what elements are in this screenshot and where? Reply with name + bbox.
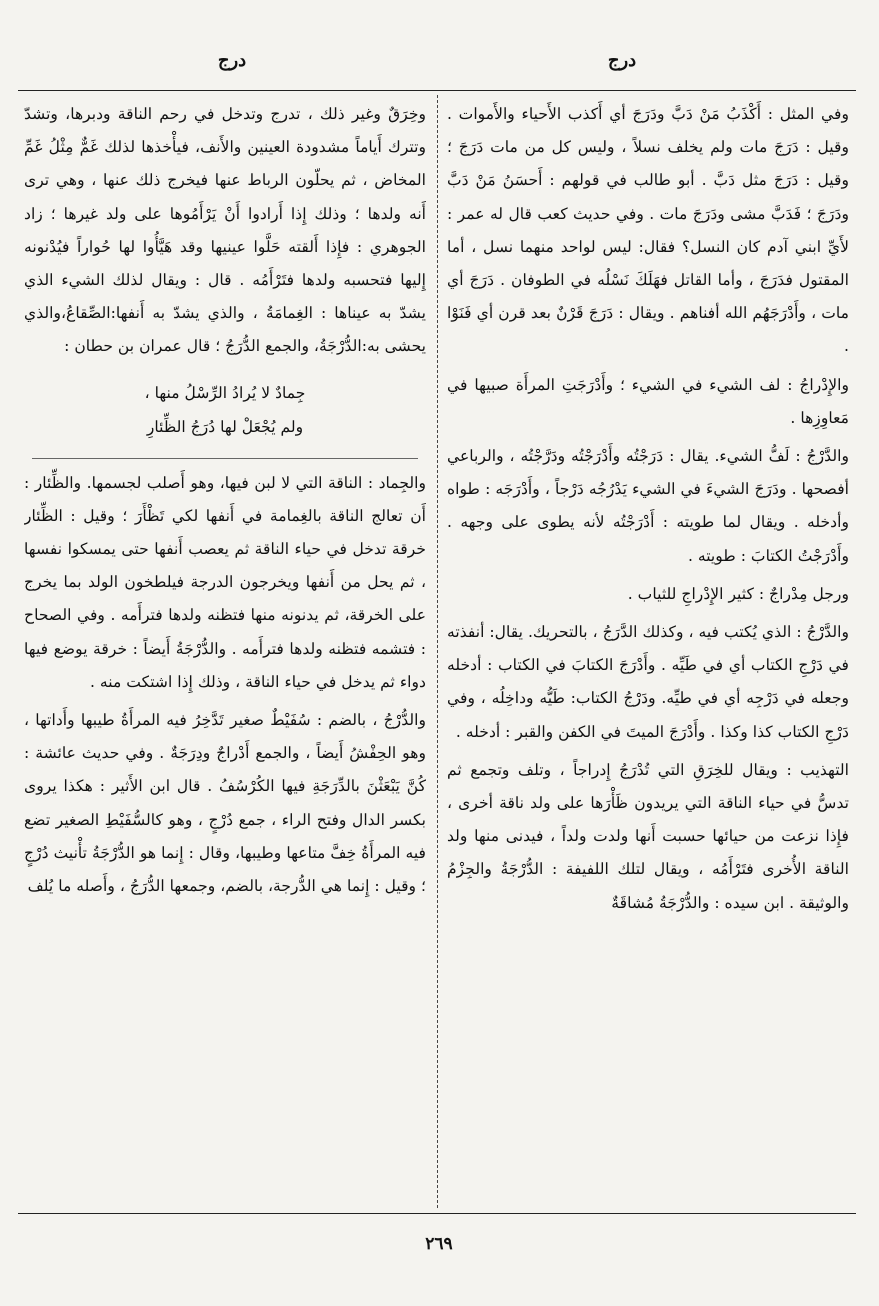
section-separator — [32, 458, 418, 459]
verse-line-2: ولم يُجْعَلْ لها دُرَجُ الظِّئارِ — [146, 417, 304, 436]
paragraph: وفي المثل : أَكْذَبُ مَنْ دَبَّ ودَرَجَ أي أَكذب الأَحياء والأَموات . وقيل : دَرَجَ مات ولم يخلف نسلاً ، وليس كل من مات دَرَجَ ؛ وقيل : دَرَجَ مثل دَبَّ . أبو طالب في قولهم : أَحسَنُ مَنْ دَبَّ ودَرَجَ ؛ فَدَبَّ مشى ودَرَجَ مات . وفي حديث كعب قال له عمر : لأَيِّ ابني آدم كان النسل؟ فقال: ليس لواحد منهما نسل ، أما المقتول فدَرَجَ ، وأما القاتل فهَلَكَ نَسْلُه في الطوفان . دَرَجَ أي مات ، وأَدْرَجَهُم الله أفناهم . ويقال : دَرَجَ قَرْنٌ بعد قرن أي فَنَوْا . — [447, 105, 849, 356]
page-number: ٢٦٩ — [425, 1234, 453, 1254]
running-head-right: درج — [607, 50, 637, 71]
paragraph: والدَّرْجُ : لَفُّ الشيء. يقال : دَرَجْتُه وأَدْرَجْتُه ودَرَّجْتُه ، والرباعي أفصحها . ودَرَجَ الشيءَ في الشيء يَدْرُجُه دَرْجاً ، وأَدْرَجَه : طواه وأدخله . ويقال لما طويته : أَدْرَجْتُه لأنه يطوى على وجهه . وأَدْرَجْتُ الكتابَ : طويته . — [447, 447, 849, 565]
top-rule — [18, 90, 856, 91]
running-head-left: درج — [217, 50, 247, 71]
poetry-verse — [24, 376, 426, 444]
column-divider — [437, 95, 438, 1208]
paragraph: ورجل مِدْراجٌ : كثير الإِدْراجِ للثياب . — [627, 584, 849, 603]
paragraph: والجِماد : الناقة التي لا لبن فيها، وهو أَصلب لجسمها. والظِّئار : أَن تعالج الناقة بالغِمامة في أَنفها لكي تَظْأَرَ ؛ وقيل : الظِّئار خرقة تدخل في حياء الناقة ثم يعصب أَنفها حتى يمسكوا نفسها ، ثم يحل من أَنفها ويخرجون الدرجة فيلطخون الولد بما يخرج على الخرقة، ثم يدنونه منها فتظنه ولدها فترأَمه . وفي الصحاح : فتشمه فتظنه ولدها فترأَمه . والدُّرْجَةُ أَيضاً : خرقة يوضع فيها دواء ثم يدخل في حياء الناقة ، وذلك إِذا اشتكت منه . — [24, 473, 426, 691]
paragraph: والإِدْراجُ : لف الشيء في الشيء ؛ وأَدْرَجَتِ المرأَة صبيها في مَعاوِزِها . — [447, 375, 849, 427]
verse-line-1: جِمادٌ لا يُرادُ الرِّسْلُ منها ، — [144, 383, 306, 402]
paragraph: والدُّرْجُ ، بالضم : سُفَيْطٌ صغير تَدَّخِرُ فيه المرأَةُ طيبها وأَداتها ، وهو الحِفْشُ أَيضاً ، والجمع أَدْراجٌ ودِرَجَةٌ . وفي حديث عائشة : كُنَّ يَبْعَثْنَ بالدِّرَجَةِ فيها الكُرْسُفُ . قال ابن الأَثير : هكذا يروى بكسر الدال وفتح الراء ، جمع دُرْجٍ ، وهو كالسُّفَيْطِ الصغير تضع فيه المرأَةُ خِفَّ متاعها وطيبها، وقال : إِنما هو الدُّرْجَةُ تأْنيث دُرْجٍ ؛ وقيل : إِنما هي الدُّرجة، بالضم، وجمعها الدُّرَجُ ، وأَصله ما يُلف — [24, 711, 426, 896]
right-column — [447, 98, 849, 1208]
bottom-rule — [18, 1213, 856, 1214]
paragraph: التهذيب : ويقال للخِرَقِ التي تُدْرَجُ إِدراجاً ، وتلف وتجمع ثم تدسُّ في حياء الناقة التي يريدون ظَأْرَها على ولد ناقة أخرى ، فإِذا نزعت من حيائها حسبت أَنها ولدت ولداً ، فيدنى منها ولد الناقة الأُخرى فتَرْأَمُه ، ويقال لتلك اللفيفة : الدُّرْجَةُ والجِزْمُ والوثيقة . ابن سيده : والدُّرْجَةُ مُشاقَةٌ — [447, 760, 849, 912]
left-column — [24, 98, 426, 1208]
paragraph: والدَّرْجُ : الذي يُكتب فيه ، وكذلك الدَّرَجُ ، بالتحريك. يقال: أنفذته في دَرْجِ الكتاب أي في طَيِّه . وأَدْرَجَ الكتابَ في الكتاب : أدخله وجعله في دَرْجِه أي في طيِّه. ودَرْجُ الكتاب: طَيُّه وداخِلُه ، وفي دَرْجِ الكتاب كذا وكذا . وأَدْرَجَ الميتَ في الكفن والقبر : أدخله . — [447, 623, 849, 741]
paragraph: وخِرَقٌ وغير ذلك ، تدرج وتدخل في رحم الناقة ودبرها، وتشدّ وتترك أَياماً مشدودة العينين والأَنف، فيأْخذها لذلك غَمٌّ مِثْلُ غَمِّ المخاض ، ثم يحلّون الرباط عنها فيخرج ذلك عنها ، وهي ترى أَنه ولدها ؛ وذلك إِذا أَرادوا أَنْ يَرْأَمُوها على ولد غيرها ؛ زاد الجوهري : فإِذا أَلقته حَلَّوا عينيها وقد هَيَّأُوا لها حُواراً فيُدْنونه إِليها فتحسبه ولدها فتَرْأَمُه . قال : ويقال لذلك الشيء الذي يشدّ به عيناها : الغِمامَةُ ، والذي يشدّ به أَنفها:الصِّقاعُ،والذي يحشى به:الدُّرْجَةُ، والجمع الدُّرَجُ ؛ قال عمران بن حطان : — [24, 105, 426, 356]
